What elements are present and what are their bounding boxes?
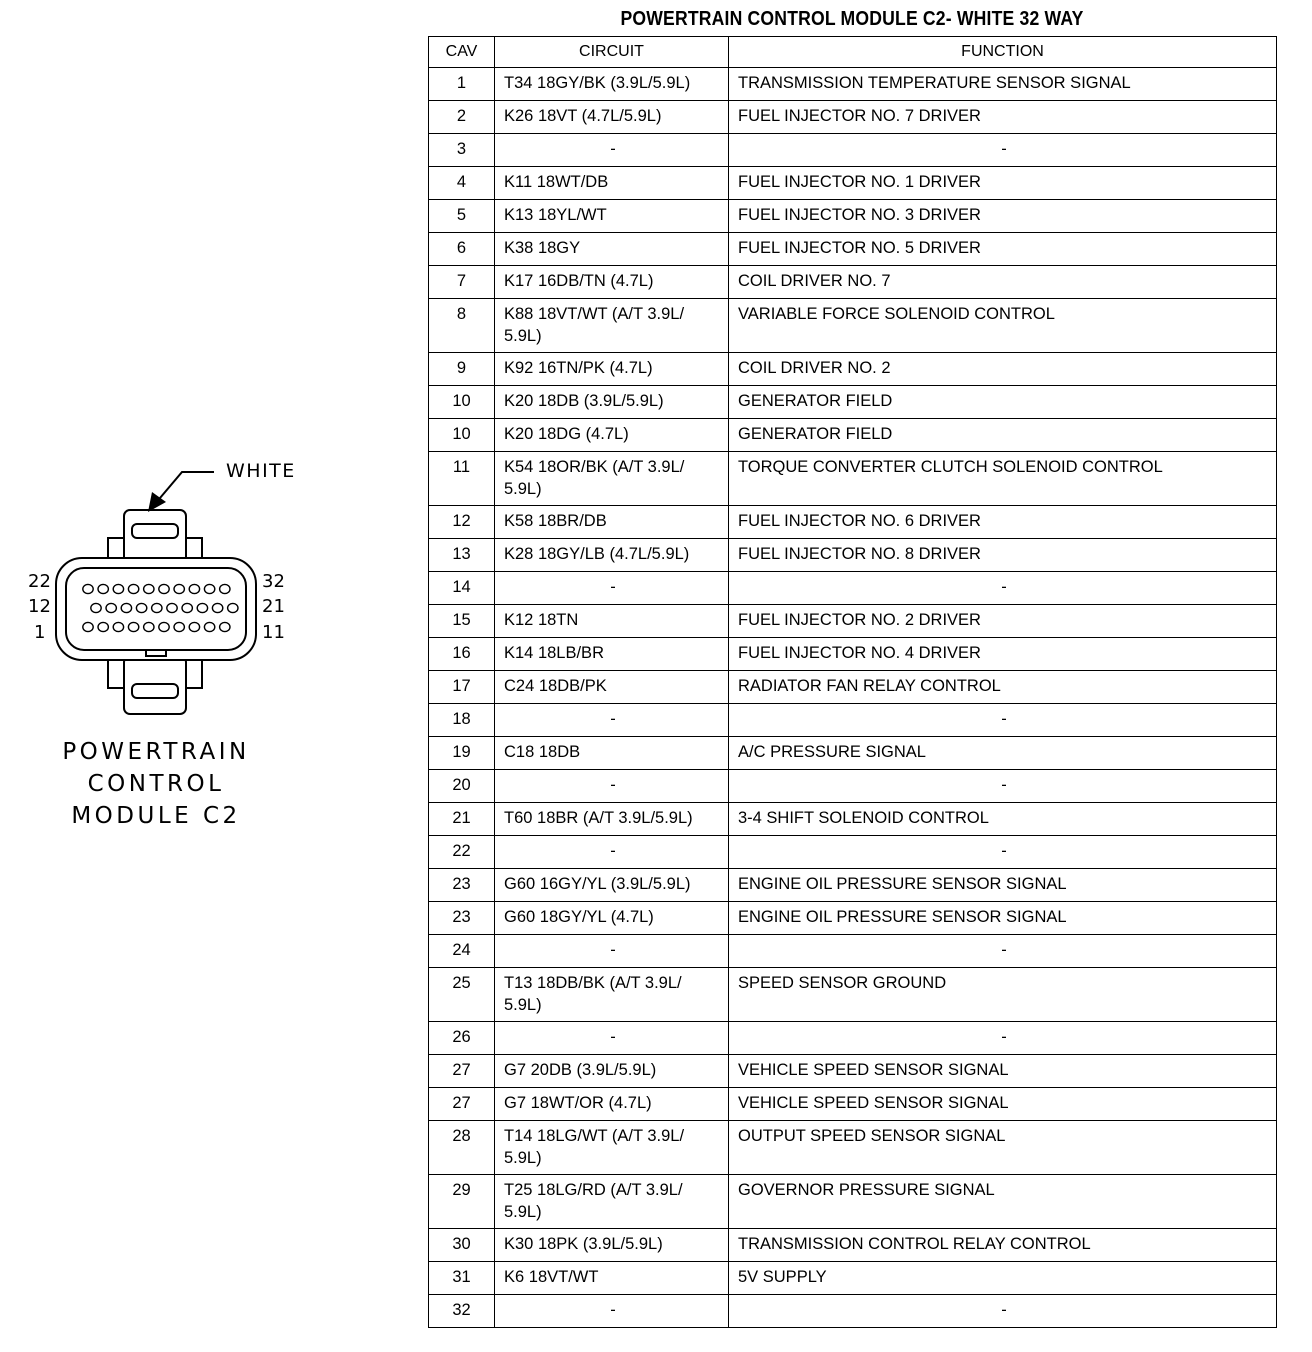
circuit-cell: - [495,770,729,803]
function-cell: SPEED SENSOR GROUND [729,968,1277,1022]
table-row [429,935,1277,968]
function-cell: TORQUE CONVERTER CLUTCH SOLENOID CONTROL [729,452,1277,506]
table-row [429,869,1277,902]
function-cell: - [729,836,1277,869]
table-row [429,452,1277,506]
caption-line-2: CONTROL [87,771,225,797]
table-row [429,353,1277,386]
pin-label-1: 1 [34,622,46,643]
circuit-cell: K30 18PK (3.9L/5.9L) [495,1229,729,1262]
circuit-cell: G60 16GY/YL (3.9L/5.9L) [495,869,729,902]
circuit-cell: K92 16TN/PK (4.7L) [495,353,729,386]
cav-cell: 26 [429,1022,495,1055]
circuit-cell: K28 18GY/LB (4.7L/5.9L) [495,539,729,572]
table-row [429,1055,1277,1088]
cav-cell: 3 [429,134,495,167]
circuit-cell: - [495,935,729,968]
table-row [429,386,1277,419]
function-cell: GENERATOR FIELD [729,419,1277,452]
cav-cell: 21 [429,803,495,836]
function-cell: - [729,770,1277,803]
function-cell: FUEL INJECTOR NO. 8 DRIVER [729,539,1277,572]
function-cell: VEHICLE SPEED SENSOR SIGNAL [729,1055,1277,1088]
function-cell: A/C PRESSURE SIGNAL [729,737,1277,770]
cav-cell: 20 [429,770,495,803]
cav-cell: 23 [429,902,495,935]
pin-label-12: 12 [28,596,51,617]
table-row [429,134,1277,167]
table-row [429,1088,1277,1121]
caption-line-1: POWERTRAIN [62,739,250,765]
table-row [429,68,1277,101]
function-cell: FUEL INJECTOR NO. 3 DRIVER [729,200,1277,233]
table-row [429,101,1277,134]
cav-cell: 16 [429,638,495,671]
function-cell: FUEL INJECTOR NO. 4 DRIVER [729,638,1277,671]
function-cell: GOVERNOR PRESSURE SIGNAL [729,1175,1277,1229]
circuit-cell: G7 20DB (3.9L/5.9L) [495,1055,729,1088]
cav-cell: 8 [429,299,495,353]
table-row [429,803,1277,836]
circuit-cell: K6 18VT/WT [495,1262,729,1295]
table-row [429,836,1277,869]
function-cell: GENERATOR FIELD [729,386,1277,419]
header-function: FUNCTION [729,37,1277,68]
cav-cell: 27 [429,1055,495,1088]
cav-cell: 25 [429,968,495,1022]
circuit-cell: T14 18LG/WT (A/T 3.9L/ 5.9L) [495,1121,729,1175]
cav-cell: 32 [429,1295,495,1328]
table-row [429,638,1277,671]
connector-body [56,558,256,660]
circuit-cell: - [495,1022,729,1055]
circuit-cell: - [495,572,729,605]
connector-caption [40,736,272,832]
table-row [429,1121,1277,1175]
circuit-cell: C24 18DB/PK [495,671,729,704]
table-row [429,902,1277,935]
table-row [429,167,1277,200]
table-row [429,1262,1277,1295]
table-row [429,299,1277,353]
circuit-cell: - [495,704,729,737]
circuit-cell: K26 18VT (4.7L/5.9L) [495,101,729,134]
cav-cell: 31 [429,1262,495,1295]
circuit-cell: K11 18WT/DB [495,167,729,200]
circuit-cell: K14 18LB/BR [495,638,729,671]
cav-cell: 30 [429,1229,495,1262]
function-cell: 5V SUPPLY [729,1262,1277,1295]
header-circuit: CIRCUIT [495,37,729,68]
cav-cell: 12 [429,506,495,539]
cav-cell: 6 [429,233,495,266]
table-row [429,572,1277,605]
function-cell: FUEL INJECTOR NO. 1 DRIVER [729,167,1277,200]
circuit-cell: K88 18VT/WT (A/T 3.9L/ 5.9L) [495,299,729,353]
circuit-cell: K13 18YL/WT [495,200,729,233]
circuit-cell: T25 18LG/RD (A/T 3.9L/ 5.9L) [495,1175,729,1229]
cav-cell: 28 [429,1121,495,1175]
function-cell: VARIABLE FORCE SOLENOID CONTROL [729,299,1277,353]
cav-cell: 4 [429,167,495,200]
cav-cell: 23 [429,869,495,902]
cav-cell: 15 [429,605,495,638]
function-cell: COIL DRIVER NO. 2 [729,353,1277,386]
cav-cell: 13 [429,539,495,572]
white-leader-line [160,472,214,498]
circuit-cell: C18 18DB [495,737,729,770]
cav-cell: 24 [429,935,495,968]
table-row [429,506,1277,539]
circuit-cell: K17 16DB/TN (4.7L) [495,266,729,299]
function-cell: FUEL INJECTOR NO. 6 DRIVER [729,506,1277,539]
function-cell: 3-4 SHIFT SOLENOID CONTROL [729,803,1277,836]
table-row [429,1175,1277,1229]
diagram-title: POWERTRAIN CONTROL MODULE C2- WHITE 32 WAY [620,8,1084,30]
cav-cell: 18 [429,704,495,737]
circuit-cell: T13 18DB/BK (A/T 3.9L/ 5.9L) [495,968,729,1022]
cav-cell: 5 [429,200,495,233]
circuit-cell: - [495,1295,729,1328]
circuit-cell: K38 18GY [495,233,729,266]
cav-cell: 11 [429,452,495,506]
circuit-cell: - [495,134,729,167]
cav-cell: 17 [429,671,495,704]
header-cav: CAV [429,37,495,68]
function-cell: - [729,134,1277,167]
table-row [429,1295,1277,1328]
pinout-table [428,36,1277,1328]
table-row [429,968,1277,1022]
pin-label-22: 22 [28,571,51,592]
function-cell: VEHICLE SPEED SENSOR SIGNAL [729,1088,1277,1121]
circuit-cell: K20 18DB (3.9L/5.9L) [495,386,729,419]
function-cell: - [729,704,1277,737]
table-row [429,1022,1277,1055]
function-cell: - [729,572,1277,605]
function-cell: COIL DRIVER NO. 7 [729,266,1277,299]
function-cell: FUEL INJECTOR NO. 2 DRIVER [729,605,1277,638]
function-cell: FUEL INJECTOR NO. 5 DRIVER [729,233,1277,266]
function-cell: - [729,935,1277,968]
circuit-cell: K54 18OR/BK (A/T 3.9L/ 5.9L) [495,452,729,506]
table-row [429,605,1277,638]
caption-line-3: MODULE C2 [71,803,241,829]
circuit-cell: - [495,836,729,869]
cav-cell: 2 [429,101,495,134]
function-cell: - [729,1295,1277,1328]
function-cell: TRANSMISSION CONTROL RELAY CONTROL [729,1229,1277,1262]
function-cell: - [729,1022,1277,1055]
function-cell: RADIATOR FAN RELAY CONTROL [729,671,1277,704]
cav-cell: 29 [429,1175,495,1229]
circuit-cell: K12 18TN [495,605,729,638]
table-header-row [429,37,1277,68]
table-row [429,737,1277,770]
cav-cell: 10 [429,419,495,452]
function-cell: ENGINE OIL PRESSURE SENSOR SIGNAL [729,902,1277,935]
function-cell: TRANSMISSION TEMPERATURE SENSOR SIGNAL [729,68,1277,101]
circuit-cell: G60 18GY/YL (4.7L) [495,902,729,935]
circuit-cell: G7 18WT/OR (4.7L) [495,1088,729,1121]
connector-color-label: WHITE [226,460,296,482]
function-cell: OUTPUT SPEED SENSOR SIGNAL [729,1121,1277,1175]
pin-label-11: 11 [262,622,285,643]
pin-label-21: 21 [262,596,285,617]
table-row [429,770,1277,803]
cav-cell: 27 [429,1088,495,1121]
function-cell: FUEL INJECTOR NO. 7 DRIVER [729,101,1277,134]
table-row [429,671,1277,704]
circuit-cell: T34 18GY/BK (3.9L/5.9L) [495,68,729,101]
cav-cell: 9 [429,353,495,386]
table-row [429,233,1277,266]
table-row [429,419,1277,452]
circuit-cell: T60 18BR (A/T 3.9L/5.9L) [495,803,729,836]
table-row [429,266,1277,299]
cav-cell: 7 [429,266,495,299]
circuit-cell: K58 18BR/DB [495,506,729,539]
table-row [429,200,1277,233]
function-cell: ENGINE OIL PRESSURE SENSOR SIGNAL [729,869,1277,902]
cav-cell: 10 [429,386,495,419]
pin-label-32: 32 [262,571,285,592]
pinout-rows [429,68,1277,1328]
cav-cell: 19 [429,737,495,770]
cav-cell: 14 [429,572,495,605]
table-row [429,539,1277,572]
cav-cell: 1 [429,68,495,101]
cav-cell: 22 [429,836,495,869]
table-row [429,1229,1277,1262]
table-row [429,704,1277,737]
circuit-cell: K20 18DG (4.7L) [495,419,729,452]
